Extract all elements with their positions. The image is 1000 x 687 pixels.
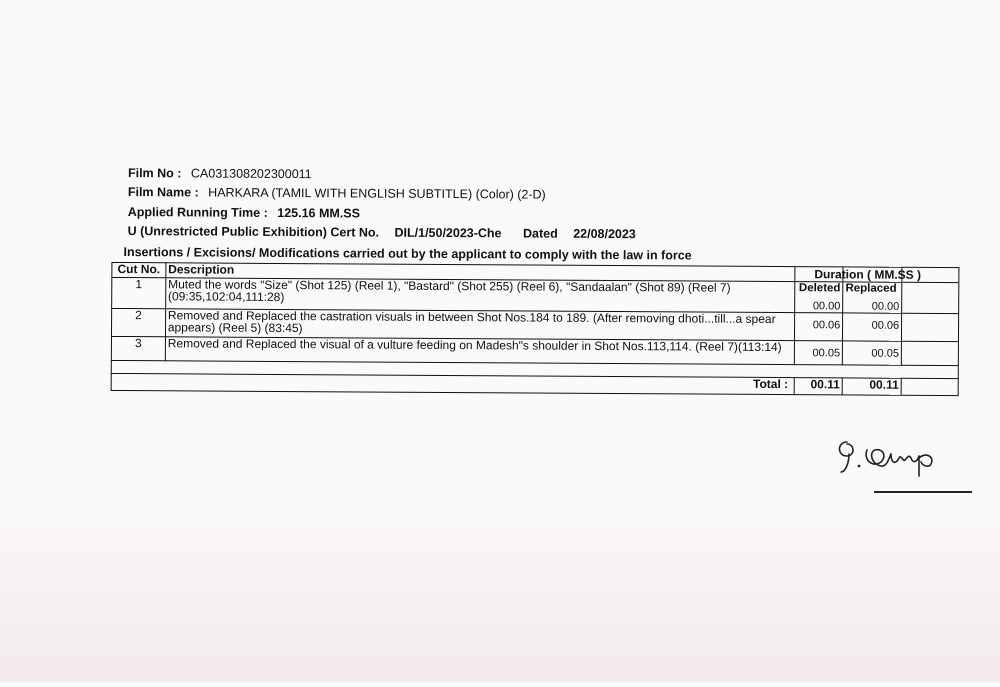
empty-header-cell	[795, 267, 843, 282]
total-deleted: 00.11	[795, 378, 843, 395]
col-deleted-header: Deleted	[798, 282, 841, 295]
description-cell: Muted the words "Size" (Shot 125) (Reel 1), "Bastard" (Shot 255) (Reel 6), "Sandaalan" (Shot 89) (Reel 7)(09:35,102:04,111:28)	[165, 278, 795, 313]
dated-label: Dated	[522, 226, 558, 241]
modifications-table	[111, 262, 960, 396]
film-no-label: Film No :	[127, 166, 182, 181]
film-no-value: CA031308202300011	[190, 166, 312, 182]
running-time-label: Applied Running Time :	[127, 205, 268, 220]
replaced-value: 00.05	[871, 347, 900, 360]
film-no-line	[128, 166, 312, 181]
film-name-label: Film Name :	[127, 185, 199, 200]
col-cut-no-header: Cut No.	[112, 262, 166, 277]
deleted-cell	[795, 282, 843, 313]
deleted-value: 00.06	[812, 319, 841, 332]
deleted-cell	[795, 341, 843, 365]
deleted-cell	[795, 313, 843, 341]
empty-cell	[902, 282, 959, 313]
running-time-line	[128, 205, 360, 220]
cut-no-cell: 1	[112, 277, 166, 308]
empty-header-cell	[902, 267, 959, 282]
col-replaced-header: Replaced	[845, 282, 897, 295]
replaced-value: 00.00	[871, 300, 900, 313]
empty-header-cell	[843, 267, 902, 282]
duration-heading: Duration ( MM.SS )	[814, 267, 922, 282]
cut-no-cell: 3	[111, 336, 165, 360]
film-name-line	[128, 185, 546, 202]
total-label: Total :	[111, 373, 795, 394]
replaced-cell	[843, 282, 902, 313]
dated-value: 22/08/2023	[573, 226, 636, 242]
insertions-heading: Insertions / Excisions/ Modifications carried out by the applicant to comply with the law in force	[123, 245, 692, 263]
replaced-cell	[843, 313, 902, 341]
cut-no-cell: 2	[111, 308, 165, 336]
handwritten-signature	[833, 432, 953, 482]
empty-cell	[901, 378, 958, 395]
total-replaced: 00.11	[842, 378, 901, 395]
signature-underline	[874, 491, 972, 493]
running-time-value: 125.16 MM.SS	[277, 205, 361, 221]
total-row	[111, 373, 958, 395]
description-cell: Removed and Replaced the visual of a vulture feeding on Madesh"s shoulder in Shot Nos.113,114. (Reel 7)(113:14)	[165, 337, 795, 365]
cert-label: U (Unrestricted Public Exhibition) Cert No.	[127, 224, 380, 240]
film-name-value: HARKARA (TAMIL WITH ENGLISH SUBTITLE) (Color) (2-D)	[208, 185, 546, 202]
replaced-cell	[843, 341, 902, 365]
empty-cell	[902, 313, 959, 341]
description-cell: Removed and Replaced the castration visuals in between Shot Nos.184 to 189. (After removing dhoti...till...a spear appears) (Reel 5) (83:45)	[165, 309, 795, 341]
cert-no: DIL/1/50/2023-Che	[394, 225, 502, 241]
replaced-value: 00.06	[871, 319, 900, 332]
certificate-line	[128, 224, 636, 241]
deleted-value: 00.05	[812, 347, 841, 360]
col-description-header: Description	[166, 263, 796, 282]
deleted-value: 00.00	[812, 300, 841, 313]
empty-cell	[901, 341, 958, 365]
